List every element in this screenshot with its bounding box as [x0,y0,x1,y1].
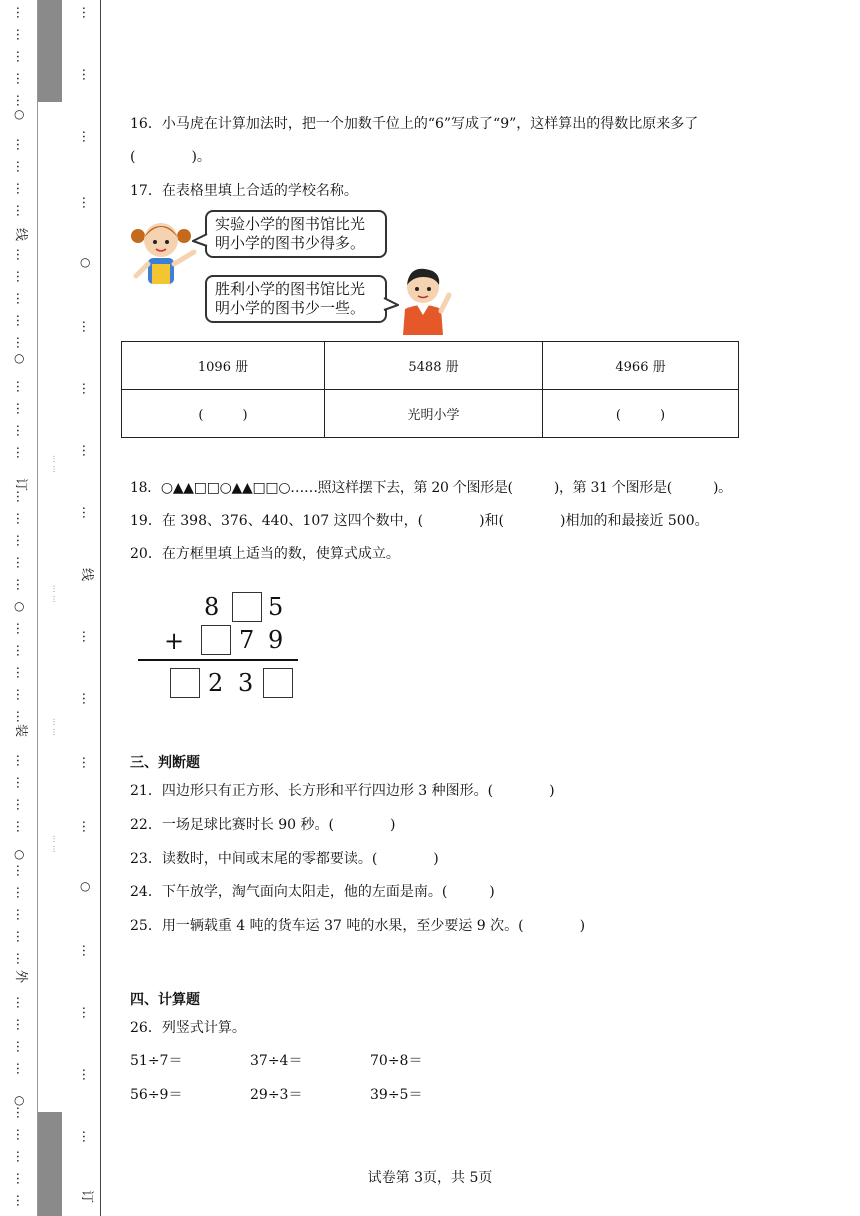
margin-dots: … [13,292,28,305]
margin-faint-mark: ··· ··· [49,585,58,603]
margin-dots: … [13,424,28,437]
margin-dots: … [13,754,28,767]
calc-plus-sign: + [164,627,185,655]
margin-dots: … [13,930,28,943]
margin-dots: … [79,944,94,957]
margin-circle: ○ [14,847,25,861]
margin-dots: … [13,182,28,195]
calc-top-digit-b: 5 [268,593,284,621]
margin-char: 外 [13,969,29,984]
margin-dots: … [13,996,28,1009]
margin-dots: … [13,798,28,811]
calc-mid-digit-a: 7 [239,626,255,654]
margin-dots: … [13,908,28,921]
table-cell: 1096 册 [122,342,325,390]
girl-illustration [128,214,200,288]
margin-inner-line [37,0,38,1216]
margin-dots: … [13,864,28,877]
margin-dots: … [13,314,28,327]
table-row [122,390,739,438]
calc-blank-box [201,625,231,655]
calc-sum-line [138,659,298,661]
margin-dots: … [13,94,28,107]
margin-dots: … [79,756,94,769]
margin-dots: … [79,444,94,457]
question-17: 17．在表格里填上合适的学校名称。 [130,183,358,199]
table-row [122,342,739,390]
margin-dots: … [13,952,28,965]
question-16-line1: 16．小马虎在计算加法时，把一个加数千位上的“6”写成了“9”，这样算出的得数比原来多了 [130,116,699,132]
margin-dots: … [13,688,28,701]
margin-dots: … [13,72,28,85]
margin-dots: … [13,1040,28,1053]
margin-dots: … [13,820,28,833]
calc-item: 37÷4＝ [250,1053,303,1069]
margin-dots: … [13,1172,28,1185]
margin-dots: … [13,204,28,217]
margin-dots: … [79,130,94,143]
margin-dots: … [13,446,28,459]
margin-dots: … [79,68,94,81]
calc-bot-digit-a: 2 [208,669,224,697]
margin-dots: … [13,336,28,349]
margin-dots: … [13,534,28,547]
margin-dots: … [13,1106,28,1119]
margin-dots: … [13,666,28,679]
section-4-title: 四、计算题 [130,992,200,1008]
table-cell: 5488 册 [325,342,543,390]
margin-gray-block-top [38,0,62,102]
question-16-line2: ( )。 [130,149,211,165]
calc-item: 56÷9＝ [130,1087,183,1103]
margin-circle: ○ [14,351,25,365]
margin-dots: … [13,622,28,635]
page-footer: 试卷第 3页，共 5页 [367,1170,493,1186]
calc-bot-digit-b: 3 [238,669,254,697]
margin-dots: … [79,506,94,519]
margin-separator-line [100,0,101,1216]
margin-dots: … [13,28,28,41]
girl-bubble-tail [192,232,208,248]
margin-dots: … [13,710,28,723]
question-26: 26．列竖式计算。 [130,1020,246,1036]
margin-gray-block-bottom [38,1112,62,1216]
boy-speech-bubble [205,275,387,323]
margin-circle: ○ [14,1093,25,1107]
margin-circle: ○ [14,107,25,121]
calc-item: 70÷8＝ [370,1053,423,1069]
margin-faint-mark: ··· ··· [49,455,58,473]
margin-dots: … [13,270,28,283]
calc-item: 51÷7＝ [130,1053,183,1069]
margin-circle: ○ [14,599,25,613]
margin-dots: … [13,490,28,503]
margin-dots: … [13,1150,28,1163]
section-3-title: 三、判断题 [130,755,200,771]
calc-mid-digit-b: 9 [268,626,284,654]
calc-top-digit-a: 8 [204,593,220,621]
calc-blank-box [170,668,200,698]
margin-dots: … [13,6,28,19]
margin-char: 装 [13,723,29,738]
margin-dots: … [79,382,94,395]
margin-dots: … [13,402,28,415]
margin-dots: … [79,692,94,705]
margin-dots: … [79,630,94,643]
table-cell: 4966 册 [543,342,739,390]
question-18: 18．○▲▲□□○▲▲□□○……照这样摆下去，第 20 个图形是( )，第 31 个图形是( )。 [130,480,732,496]
margin-dots: … [13,578,28,591]
table-cell-answer-blank: ( ) [122,390,325,438]
margin-circle: ○ [80,255,91,269]
table-cell: 光明小学 [325,390,543,438]
margin-dots: … [79,820,94,833]
margin-faint-mark: ··· ··· [49,835,58,853]
boy-speech-line1: 胜利小学的图书馆比光 [215,280,366,298]
question-22: 22．一场足球比赛时长 90 秒。( ) [130,817,396,833]
question-20: 20．在方框里填上适当的数，使算式成立。 [130,546,400,562]
margin-dots: … [13,556,28,569]
margin-dots: … [79,1006,94,1019]
margin-dots: … [13,380,28,393]
calc-item: 39÷5＝ [370,1087,423,1103]
margin-char: 订 [13,477,29,492]
boy-speech-line2: 明小学的图书少一些。 [215,299,366,317]
girl-speech-line1: 实验小学的图书馆比光 [215,215,366,233]
margin-dots: … [79,196,94,209]
margin-dots: … [79,1130,94,1143]
margin-dots: … [79,320,94,333]
calc-blank-box [232,592,262,622]
margin-dots: … [13,776,28,789]
margin-dots: … [13,1018,28,1031]
margin-dots: … [13,50,28,63]
margin-dots: … [13,644,28,657]
margin-dots: … [13,1062,28,1075]
margin-dots: … [13,1128,28,1141]
calc-blank-box [263,668,293,698]
question-21: 21．四边形只有正方形、长方形和平行四边形 3 种图形。( ) [130,783,555,799]
boy-illustration [397,265,455,337]
table-cell-answer-blank: ( ) [543,390,739,438]
binding-margin-inner [76,0,96,1216]
girl-speech-line2: 明小学的图书少得多。 [215,234,366,252]
margin-char: 线 [79,567,95,582]
margin-dots: … [79,1068,94,1081]
margin-dots: … [13,248,28,261]
calc-item: 29÷3＝ [250,1087,303,1103]
margin-char: 订 [79,1189,95,1204]
margin-dots: … [13,138,28,151]
margin-char: 线 [13,227,29,242]
margin-dots: … [13,1194,28,1207]
binding-margin-outer [10,0,30,1216]
margin-circle: ○ [80,879,91,893]
girl-speech-bubble [205,210,387,258]
question-24: 24．下午放学，淘气面向太阳走，他的左面是南。( ) [130,884,495,900]
margin-faint-mark: ··· ··· [49,718,58,736]
margin-dots: … [13,512,28,525]
question-23: 23．读数时，中间或末尾的零都要读。( ) [130,851,439,867]
margin-dots: … [79,6,94,19]
question-19: 19．在 398、376、440、107 这四个数中，( )和( )相加的和最接近 500。 [130,513,709,529]
school-books-table [121,341,739,438]
margin-dots: … [13,886,28,899]
question-25: 25．用一辆载重 4 吨的货车运 37 吨的水果，至少要运 9 次。( ) [130,918,586,934]
margin-dots: … [13,160,28,173]
